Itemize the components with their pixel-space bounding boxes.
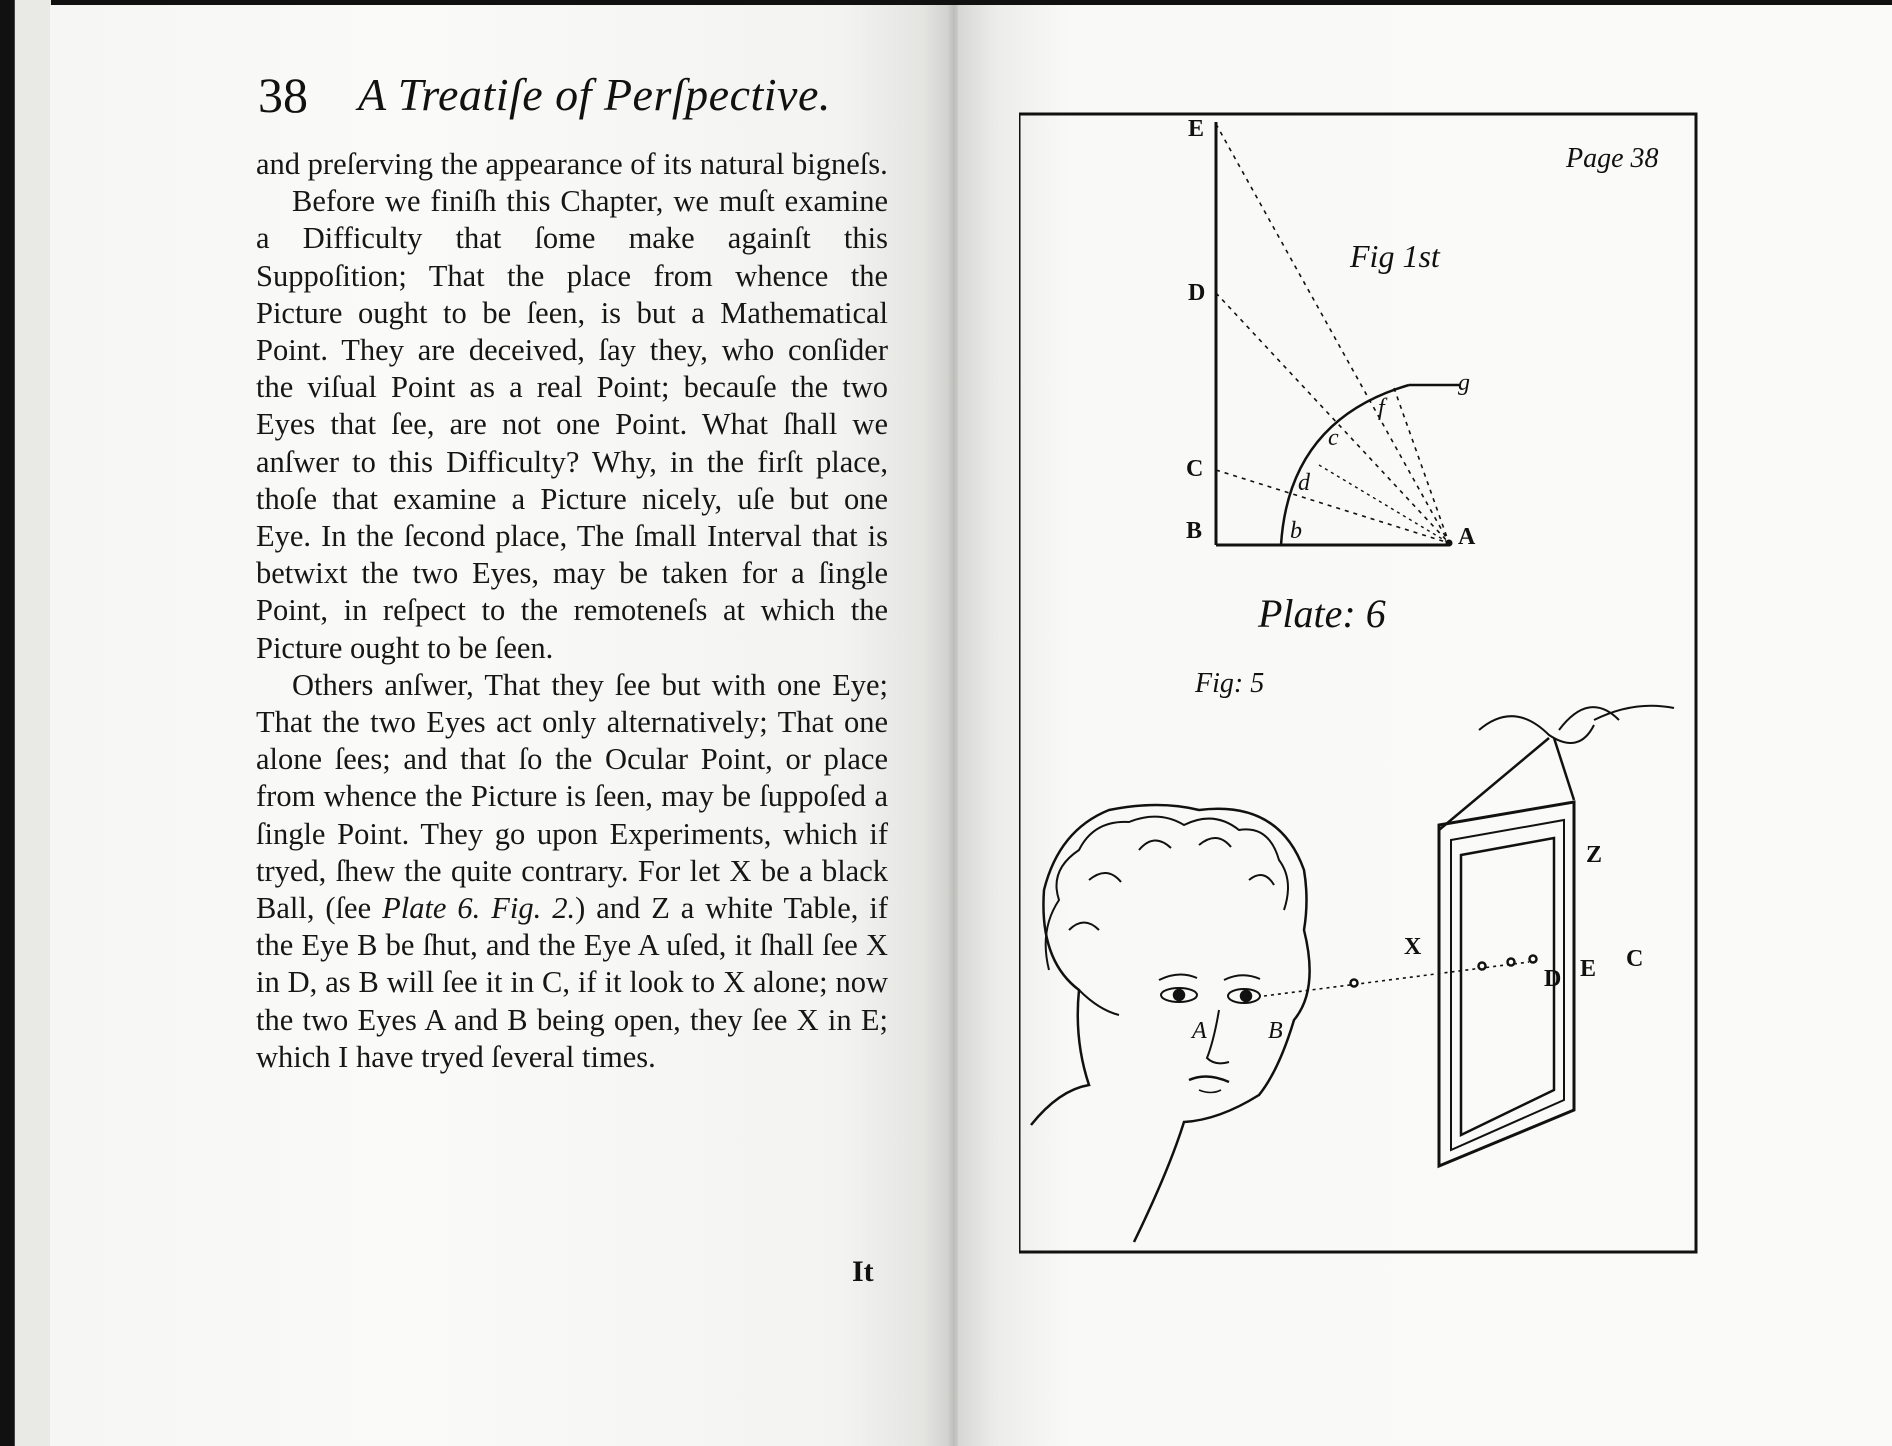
page-number: 38	[258, 67, 308, 123]
running-head	[258, 60, 898, 140]
fig1-point-g: g	[1458, 370, 1470, 396]
fig1-point-d: d	[1298, 470, 1310, 496]
fig1-point-f: f	[1378, 395, 1385, 421]
fig5-point-A: A	[1192, 1018, 1207, 1044]
paragraph-2: Before we finiſh this Chapter, we muſt examine a Difficulty that ſome make againſt this Suppoſition; That the place from whence the Picture ought to be ſeen, is but a Mathematical Point. They are deceived, ſay they, who conſider the viſual Point as a real Point; becauſe the two Eyes that ſee, are not one Point. What ſhall we anſwer to this Difficulty? Why, in the firſt place, thoſe that examine a Picture nicely, uſe but one Eye. In the ſecond place, The ſmall Interval that is betwixt the two Eyes, may be taken for a ſingle Point, in reſpect to the remoteneſs at which the Picture ought to be ſeen.	[256, 184, 888, 665]
catchword: It	[852, 1255, 874, 1288]
plate-drawing	[1019, 110, 1699, 1256]
fig1-point-A: A	[1458, 524, 1476, 550]
running-title: A Treatiſe of Perſpective.	[358, 69, 831, 120]
fig1-point-D: D	[1188, 280, 1206, 306]
fig1-diagram	[1216, 122, 1459, 546]
book-cover-edge	[0, 0, 14, 1446]
fig5-point-C: C	[1626, 946, 1644, 972]
plate-page-label: Page 38	[1566, 143, 1659, 174]
plate-caption: Plate: 6	[1258, 591, 1386, 636]
fig5-point-D: D	[1544, 966, 1562, 992]
fig1-point-b: b	[1290, 518, 1302, 544]
fig5-point-E: E	[1580, 956, 1597, 982]
plate-illustration	[1019, 110, 1699, 1256]
fig1-label: Fig 1st	[1350, 238, 1440, 274]
paragraph-3	[256, 667, 888, 1076]
page-stack-edge	[14, 0, 51, 1446]
fig1-point-C: C	[1186, 456, 1204, 482]
body-text	[256, 146, 888, 1076]
fig5-label: Fig: 5	[1195, 668, 1265, 699]
fig5-point-X: X	[1404, 934, 1422, 960]
fig1-point-B: B	[1186, 518, 1203, 544]
plate-frame	[1019, 114, 1696, 1252]
fig5-point-Z: Z	[1586, 842, 1603, 868]
fig5-diagram	[1031, 706, 1674, 1242]
plate-reference: Plate 6. Fig. 2.	[382, 891, 576, 926]
paragraph-3-part-b: ) and Z a white Table, if the Eye B be ſhut, and the Eye A uſed, it ſhall ſee X in D, as B will ſee it in C, if it look to X alone; now the two Eyes A and B being open, they ſee X in E; which I have tryed ſeveral times.	[256, 891, 888, 1074]
fig5-point-B: B	[1268, 1018, 1283, 1044]
fig1-point-c: c	[1328, 425, 1339, 451]
paragraph-3-part-a: Others anſwer, That they ſee but with one Eye; That the two Eyes act only alternatively; That one alone ſees; and that ſo the Ocular Point, or place from whence the Picture is ſeen, may be ſuppoſed a ſingle Point. They go upon Experiments, which if tryed, ſhew the quite contrary. For let X be a black Ball, (ſee	[256, 667, 888, 926]
fig1-point-E: E	[1188, 116, 1205, 142]
paragraph-1: and preſerving the appearance of its natural bigneſs.	[256, 147, 888, 181]
